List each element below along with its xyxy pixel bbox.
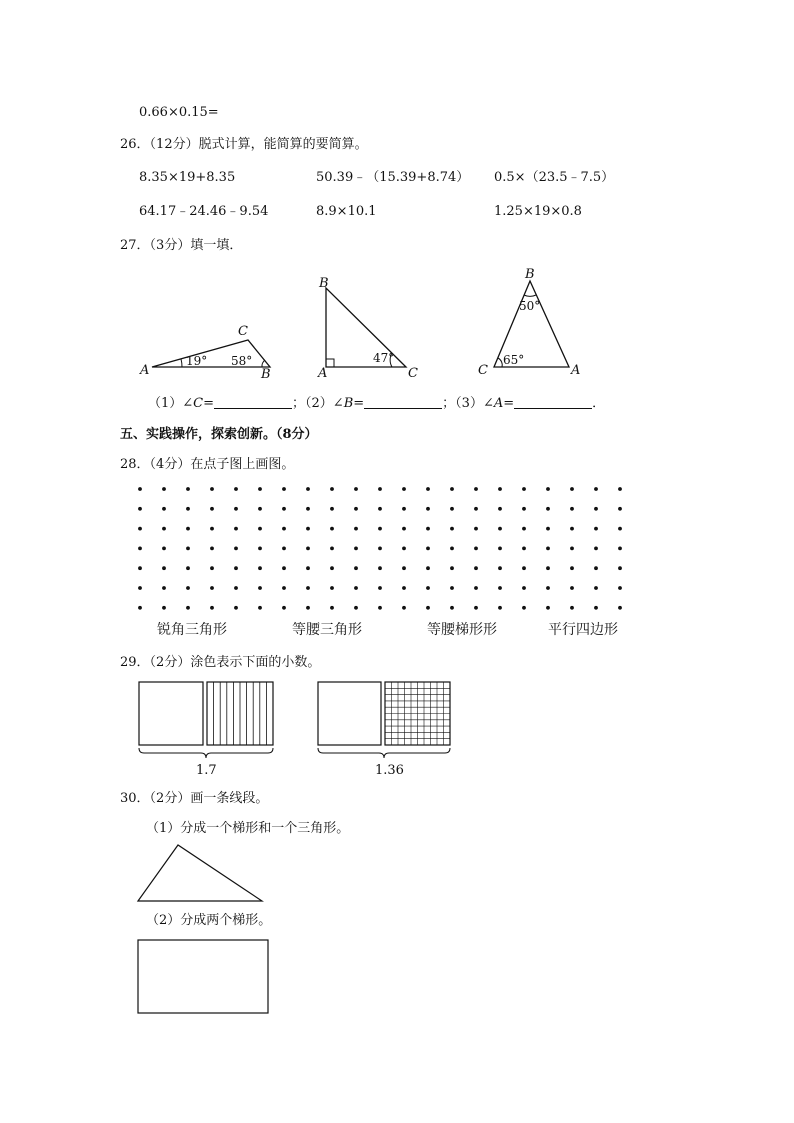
q26-expr: 1.25×19×0.8 [494, 204, 582, 219]
tri1-vertex-b: B [261, 367, 271, 382]
separator-1: ；（2）∠ [292, 396, 344, 411]
decimal-label-2: 1.36 [375, 763, 404, 778]
tri3-vertex-b: B [525, 267, 535, 282]
decimal-label-1: 1.7 [196, 763, 217, 778]
blank-1-letter: C [193, 396, 204, 411]
q25-expression: 0.66×0.15= [139, 105, 219, 120]
tri3-vertex-c: C [478, 363, 488, 378]
dot-grid-label: 等腰梯形形 [427, 622, 497, 638]
tri3-angle-c: 65° [503, 353, 525, 367]
tri3-angle-b: 50° [519, 299, 541, 313]
separator-2: ；（3）∠ [442, 396, 494, 411]
tri1-vertex-c: C [238, 324, 248, 339]
end-mark: ． [592, 396, 606, 411]
q30-title: 30．（2分）画一条线段。 [120, 791, 269, 806]
tri1-vertex-a: A [140, 363, 150, 378]
q30-sub1: （1）分成一个梯形和一个三角形。 [146, 821, 350, 836]
blank-1-prefix: （1）∠ [148, 396, 194, 411]
tri2-vertex-b: B [319, 276, 329, 291]
section-five-heading: 五、实践操作，探索创新。（8分） [120, 427, 318, 442]
q28-title: 28．（4分）在点子图上画图。 [120, 457, 295, 472]
q26-expr: 64.17﹣24.46﹣9.54 [139, 204, 269, 219]
dot-grid-label: 平行四边形 [548, 622, 618, 638]
blank-2-eq: = [353, 396, 365, 411]
q29-title: 29．（2分）涂色表示下面的小数。 [120, 655, 321, 670]
blank-1-eq: = [203, 396, 215, 411]
q27-title: 27．（3分）填一填． [120, 238, 243, 253]
q26-expr: 8.35×19+8.35 [139, 170, 236, 185]
tri3-vertex-a: A [571, 363, 581, 378]
tri2-vertex-c: C [408, 366, 418, 381]
q26-expr: 8.9×10.1 [316, 204, 377, 219]
dot-grid-label: 等腰三角形 [292, 622, 362, 638]
q26-expr: 0.5×（23.5﹣7.5） [494, 170, 615, 185]
tri1-angle-a: 19° [186, 354, 208, 368]
dot-grid-label: 锐角三角形 [157, 622, 227, 638]
q26-expr: 50.39﹣（15.39+8.74） [316, 170, 470, 185]
q30-sub2: （2）分成两个梯形。 [146, 913, 272, 928]
tri2-angle-c: 47° [373, 351, 395, 365]
blank-3-letter: A [493, 396, 504, 411]
blank-3-eq: = [503, 396, 515, 411]
blank-2-letter: B [343, 396, 354, 411]
q26-title: 26．（12分）脱式计算，能简算的要简算。 [120, 137, 368, 152]
tri2-vertex-a: A [318, 366, 328, 381]
tri1-angle-b: 58° [231, 354, 253, 368]
